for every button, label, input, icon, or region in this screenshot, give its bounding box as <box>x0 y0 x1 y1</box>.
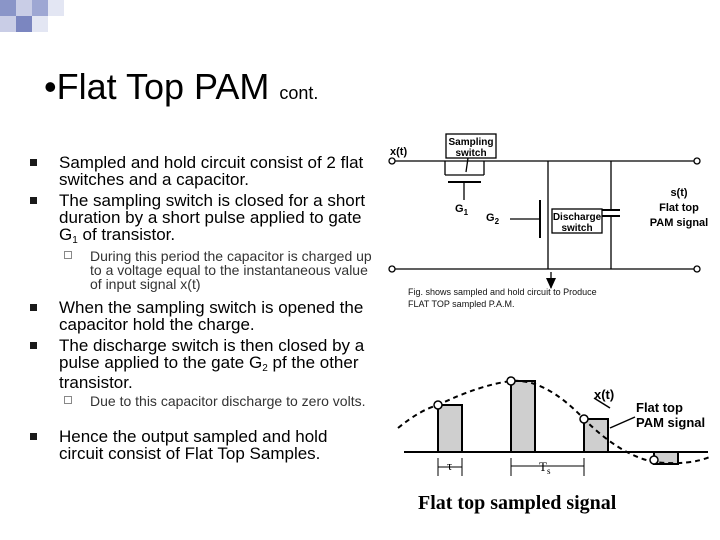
slide-title-suffix: cont. <box>279 83 319 103</box>
pam-pulse <box>438 405 462 452</box>
sub-bullet-text: Due to this capacitor discharge to zero volts. <box>90 393 366 409</box>
svg-text:switch: switch <box>455 148 487 159</box>
output-label-line-2: Flat top <box>659 202 699 214</box>
discharge-switch-label: Discharge <box>552 212 602 223</box>
tau-label: τ <box>447 458 453 473</box>
bullet-text: The discharge switch is then closed by a pulse applied to the gate $G_2$ pf the other transistor. <box>59 336 365 392</box>
sampling-switch-label: Sampling <box>448 137 494 148</box>
bullet-text: Sampled and hold circuit consist of 2 flat switches and a capacitor. <box>59 153 364 189</box>
output-terminal <box>694 158 700 164</box>
pam-pulse <box>584 419 608 452</box>
output-ground-terminal <box>694 266 700 272</box>
pulse-label-line-2: PAM signal <box>636 415 706 430</box>
ts-label: $T_s$ <box>539 459 551 476</box>
output-label-line-1: s(t) <box>670 187 688 199</box>
pulse-label-line-1: Flat top <box>636 400 683 415</box>
circuit-caption: Fig. shows sampled and hold circuit to Produce FLAT TOP sampled P.A.M. <box>408 287 597 309</box>
input-terminal <box>389 158 395 164</box>
svg-text:switch: switch <box>561 223 593 234</box>
g2-label: $G_2$ <box>486 212 500 226</box>
slide-title-main: •Flat Top PAM <box>44 66 270 107</box>
waveform-caption: Flat top sampled signal <box>418 492 617 514</box>
bullet-text: When the sampling switch is opened the capacitor hold the charge. <box>59 298 364 334</box>
g1-label: $G_1$ <box>455 203 469 217</box>
input-ground-terminal <box>389 266 395 272</box>
input-label: x(t) <box>390 146 408 158</box>
sub-bullet-text: During this period the capacitor is charged up to a voltage equal to the instantaneous value of input signal x(t) <box>90 248 372 292</box>
bullet-text: The sampling switch is closed for a short duration by a short pulse applied to gate $G_1$ of transistor. <box>59 191 366 246</box>
output-label-line-3: PAM signal <box>649 217 709 229</box>
pam-pulse <box>511 381 535 452</box>
signal-label: x(t) <box>594 387 615 402</box>
bullet-text: Hence the output sampled and hold circuit consist of Flat Top Samples. <box>59 427 328 463</box>
